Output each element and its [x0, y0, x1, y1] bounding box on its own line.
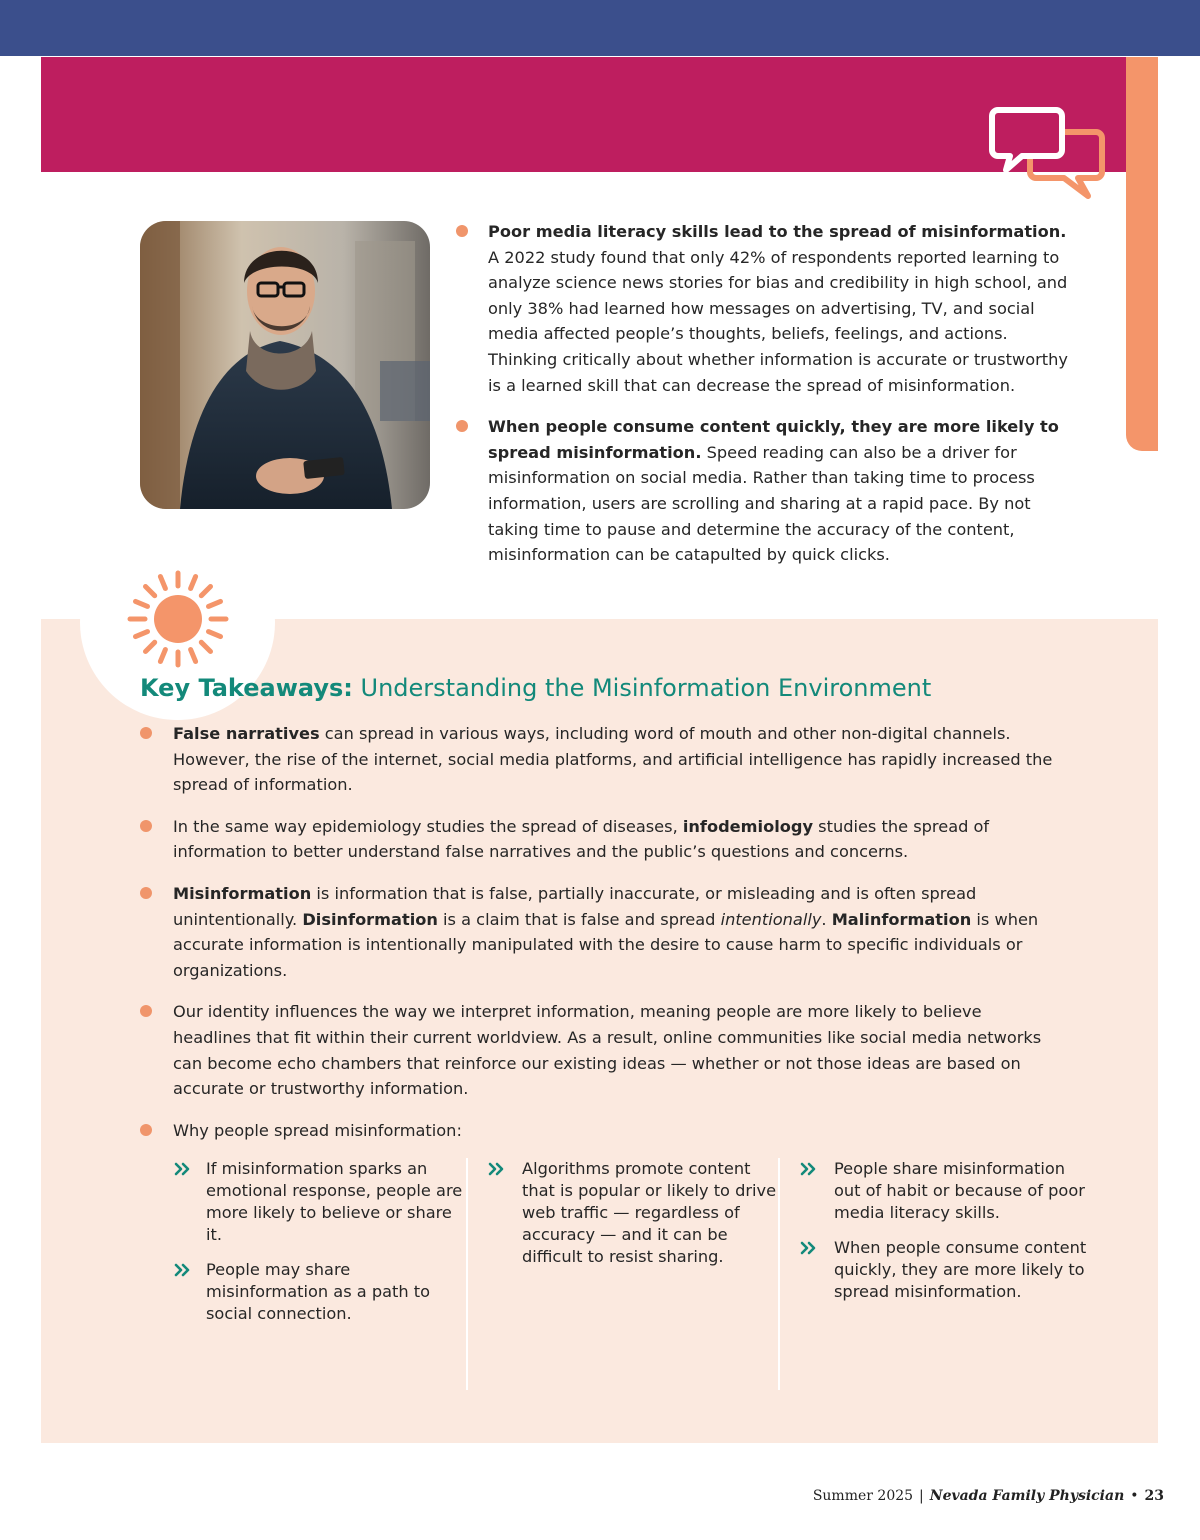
bullet-text: is when accurate information is intentionally manipulated with the desire to cause harm to specific individuals or organizations. — [173, 909, 1039, 980]
chat-bubbles-icon — [986, 100, 1110, 204]
why-people-spread-columns — [172, 1158, 1112, 1390]
top-bullet-list — [452, 219, 1072, 584]
footer-divider: | — [919, 1488, 924, 1504]
section-banner — [41, 57, 1126, 172]
bullet-dot — [140, 820, 152, 832]
list-item — [138, 881, 1058, 983]
list-item — [138, 1118, 1058, 1144]
bullet-dot — [456, 225, 468, 237]
double-chevron-right-icon — [800, 1162, 818, 1176]
double-chevron-right-icon — [174, 1263, 192, 1277]
reason-item — [468, 1158, 780, 1268]
reason-column — [172, 1158, 464, 1390]
key-takeaways-heading — [140, 674, 931, 702]
list-item — [452, 219, 1072, 398]
reason-item — [780, 1237, 1090, 1303]
bullet-dot — [140, 887, 152, 899]
issue-label: Summer 2025 — [812, 1488, 914, 1504]
footer-bullet: • — [1130, 1488, 1139, 1504]
bullet-text: studies the spread of information to better understand false narratives and the public’s questions and concerns. — [173, 816, 990, 862]
man-using-phone-image — [140, 221, 430, 509]
double-chevron-right-icon — [488, 1162, 506, 1176]
heading-title: Understanding the Misinformation Environment — [352, 674, 932, 702]
reason-item — [172, 1259, 464, 1325]
reason-column — [466, 1158, 780, 1390]
bullet-text: In the same way epidemiology studies the spread of diseases, — [173, 816, 683, 836]
bullet-text: . — [821, 909, 832, 929]
heading-lead: Key Takeaways: — [140, 674, 353, 702]
list-item — [138, 999, 1058, 1101]
bullet-text: A 2022 study found that only 42% of respondents reported learning to analyze science news stories for bias and credibility in high school, and only 38% had learned how messages on advertising, TV, and social media affected people’s thoughts, beliefs, feelings, and actions. Thinking critically about whether information is accurate or trustworthy is a learned skill that can decrease the spread of misinformation. — [488, 247, 1068, 395]
bullet-dot — [140, 1124, 152, 1136]
term: Disinformation — [302, 909, 438, 929]
bullet-dot — [140, 727, 152, 739]
list-item — [452, 414, 1072, 568]
bullet-lead: When people consume content quickly, they are more likely to spread misinformation. — [488, 417, 1059, 462]
header-bar — [0, 0, 1200, 56]
bullet-text: is information that is false, partially inaccurate, or misleading and is often spread unintentionally. — [173, 883, 977, 929]
bullet-lead: Poor media literacy skills lead to the spread of misinformation. — [488, 222, 1067, 241]
reason-column — [778, 1158, 1090, 1390]
term: infodemiology — [682, 816, 814, 836]
reason-text: People share misinformation out of habit or because of poor media literacy skills. — [834, 1159, 1085, 1222]
bullet-text: Speed reading can also be a driver for misinformation on social media. Rather than taking time to process information, users are scrolling and sharing at a rapid pace. By not taking time to pause and determine the accuracy of the content, misinformation can be catapulted by quick clicks. — [488, 442, 1035, 565]
list-item — [138, 721, 1058, 798]
bullet-text: is a claim that is false and spread — [437, 909, 721, 929]
double-chevron-right-icon — [174, 1162, 192, 1176]
emphasis: intentionally — [720, 909, 822, 929]
reason-item — [172, 1158, 464, 1246]
bullet-text: can spread in various ways, including word of mouth and other non-digital channels. However, the rise of the internet, social media platforms, and artificial intelligence has rapidly increased the spread of information. — [173, 724, 1053, 795]
reason-text: If misinformation sparks an emotional response, people are more likely to believe or share it. — [206, 1159, 463, 1244]
key-takeaways-list — [138, 721, 1058, 1159]
photo — [140, 221, 430, 509]
publication-name: Nevada Family Physician — [929, 1488, 1125, 1504]
page-number: 23 — [1144, 1488, 1164, 1504]
reason-text: People may share misinformation as a path to social connection. — [206, 1260, 431, 1323]
bullet-text: Our identity influences the way we interpret information, meaning people are more likely to believe headlines that fit within their current worldview. As a result, online communities like social media networks can become echo chambers that reinforce our existing ideas — whether or not those ideas are based on accurate or trustworthy information. — [173, 1002, 1042, 1099]
list-item — [138, 814, 1058, 865]
term: Misinformation — [173, 883, 312, 903]
term: False narratives — [173, 724, 320, 743]
sun-icon — [126, 569, 230, 669]
bullet-text: Why people spread misinformation: — [173, 1120, 462, 1140]
accent-strip — [1126, 57, 1158, 451]
page-footer — [813, 1488, 1164, 1504]
reason-item — [780, 1158, 1090, 1224]
reason-text: When people consume content quickly, they are more likely to spread misinformation. — [834, 1238, 1087, 1301]
bullet-dot — [456, 420, 468, 432]
double-chevron-right-icon — [800, 1241, 818, 1255]
reason-text: Algorithms promote content that is popular or likely to drive web traffic — regardless of accuracy — and it can be difficult to resist sharing. — [522, 1159, 777, 1266]
term: Malinformation — [831, 909, 972, 929]
bullet-dot — [140, 1005, 152, 1017]
